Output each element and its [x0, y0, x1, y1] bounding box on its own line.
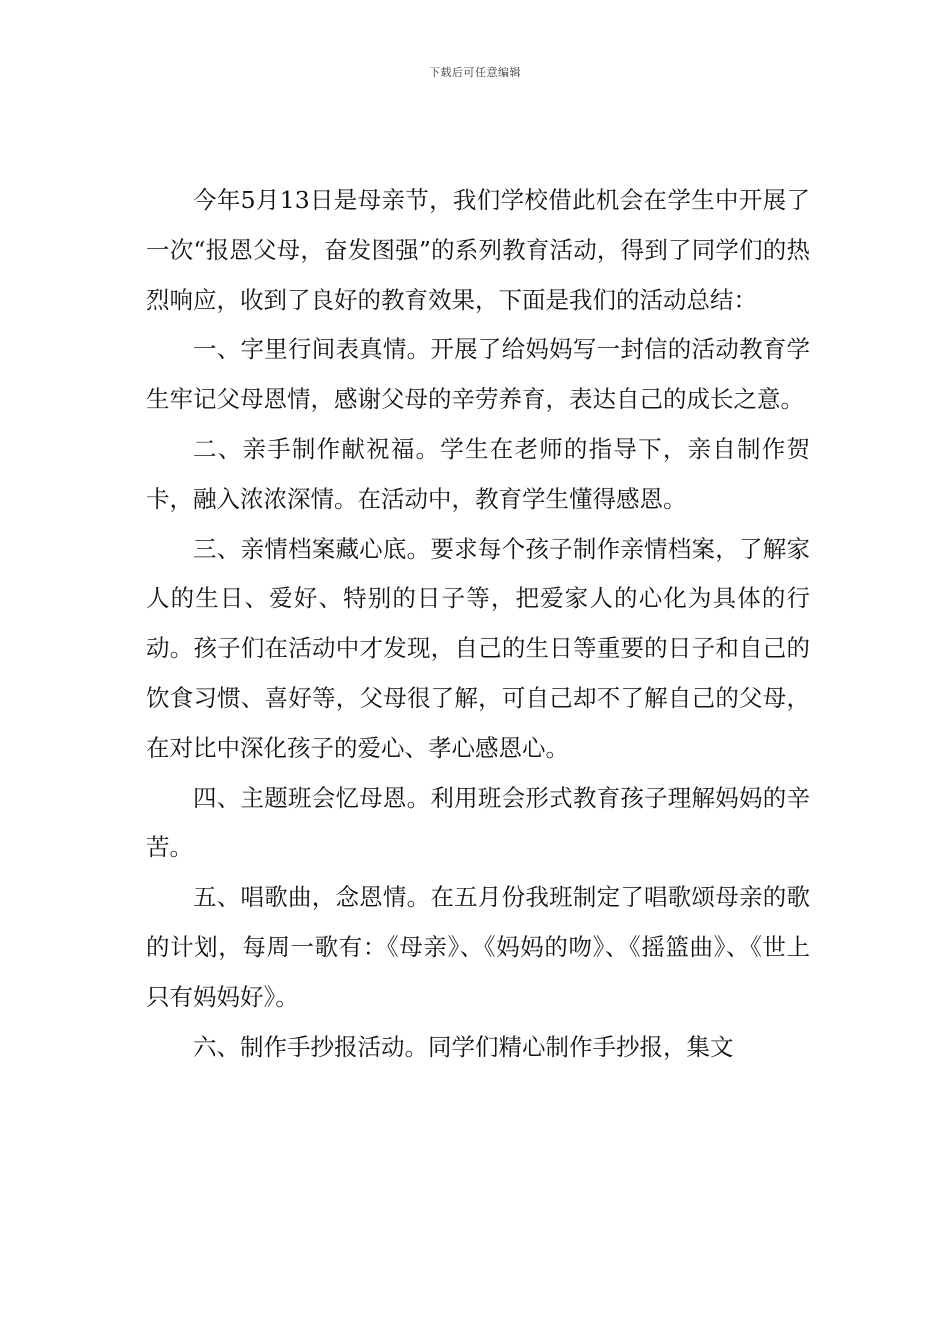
- paragraph-item-2: 二、亲手制作献祝福。学生在老师的指导下，亲自制作贺卡，融入浓浓深情。在活动中，教育学生懂得感恩。: [146, 434, 810, 513]
- page-header: 下载后可任意编辑: [429, 66, 521, 79]
- paragraph-item-4: 四、主题班会忆母恩。利用班会形式教育孩子理解妈妈的辛苦。: [146, 783, 810, 862]
- paragraph-item-1: 一、字里行间表真情。开展了给妈妈写一封信的活动教育学生牢记父母恩情，感谢父母的辛劳养育，表达自己的成长之意。: [146, 335, 810, 414]
- paragraph-intro: 今年5月13日是母亲节，我们学校借此机会在学生中开展了一次“报恩父母，奋发图强”的系列教育活动，得到了同学们的热烈响应，收到了良好的教育效果，下面是我们的活动总结：: [146, 186, 810, 314]
- paragraph-item-6: 六、制作手抄报活动。同学们精心制作手抄报，集文: [193, 1032, 734, 1061]
- document-body: [146, 176, 810, 1072]
- paragraph-item-5: 五、唱歌曲，念恩情。在五月份我班制定了唱歌颂母亲的歌的计划，每周一歌有：《母亲》、《妈妈的吻》、《摇篮曲》、《世上只有妈妈好》。: [146, 883, 810, 1011]
- paragraph-item-3: 三、亲情档案藏心底。要求每个孩子制作亲情档案，了解家人的生日、爱好、特别的日子等，把爱家人的心化为具体的行动。孩子们在活动中才发现，自己的生日等重要的日子和自己的饮食习惯、喜好等，父母很了解，可自己却不了解自己的父母，在对比中深化孩子的爱心、孝心感恩心。: [146, 534, 810, 762]
